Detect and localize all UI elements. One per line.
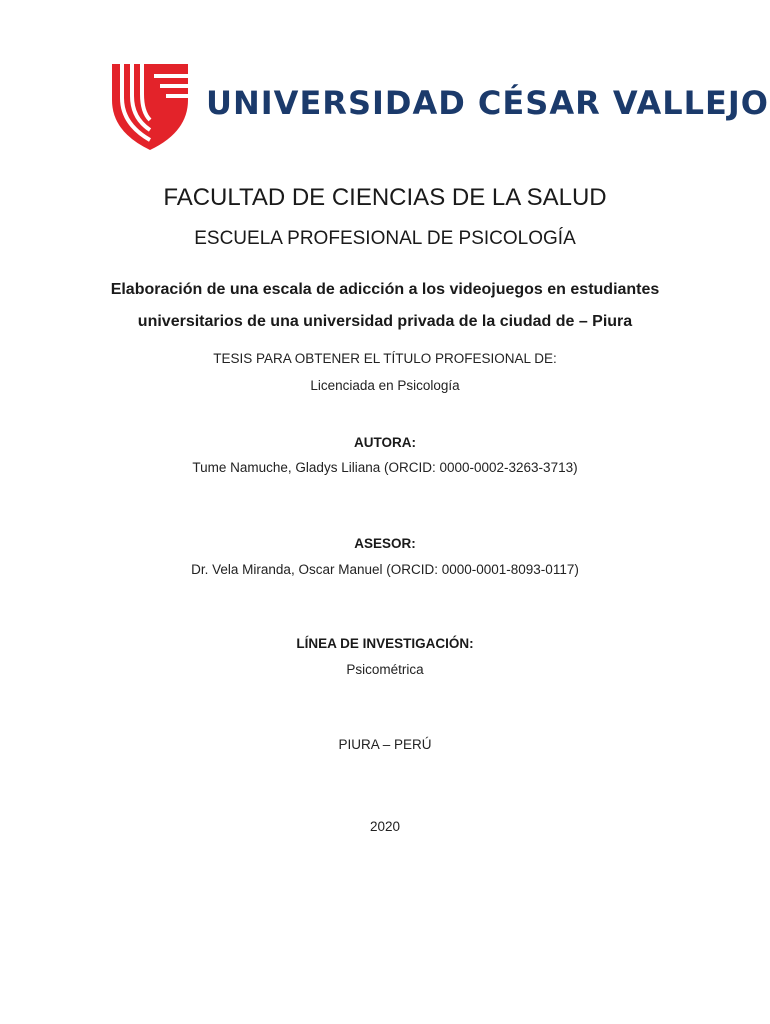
university-name: UNIVERSIDAD CÉSAR VALLEJO	[206, 84, 769, 122]
school-title: ESCUELA PROFESIONAL DE PSICOLOGÍA	[194, 228, 576, 249]
advisor-value: Dr. Vela Miranda, Oscar Manuel (ORCID: 0000-0001-8093-0117)	[191, 562, 579, 577]
year: 2020	[369, 819, 401, 834]
university-logo	[110, 62, 769, 152]
shield-icon	[110, 62, 192, 152]
research-line-label: LÍNEA DE INVESTIGACIÓN:	[296, 636, 474, 651]
advisor-label: ASESOR:	[354, 536, 416, 551]
place: PIURA – PERÚ	[338, 737, 432, 752]
degree-label: TESIS PARA OBTENER EL TÍTULO PROFESIONAL DE:	[213, 351, 557, 366]
author-label: AUTORA:	[354, 435, 416, 450]
thesis-title-line-1: Elaboración de una escala de adicción a los videojuegos en estudiantes	[110, 281, 660, 298]
thesis-title	[0, 274, 770, 338]
degree-value: Licenciada en Psicología	[310, 378, 460, 393]
research-line-value: Psicométrica	[346, 662, 424, 677]
thesis-title-line-2: universitarios de una universidad privada de la ciudad de – Piura	[137, 313, 633, 330]
author-value: Tume Namuche, Gladys Liliana (ORCID: 0000-0002-3263-3713)	[192, 460, 578, 475]
faculty-title: FACULTAD DE CIENCIAS DE LA SALUD	[163, 184, 607, 211]
